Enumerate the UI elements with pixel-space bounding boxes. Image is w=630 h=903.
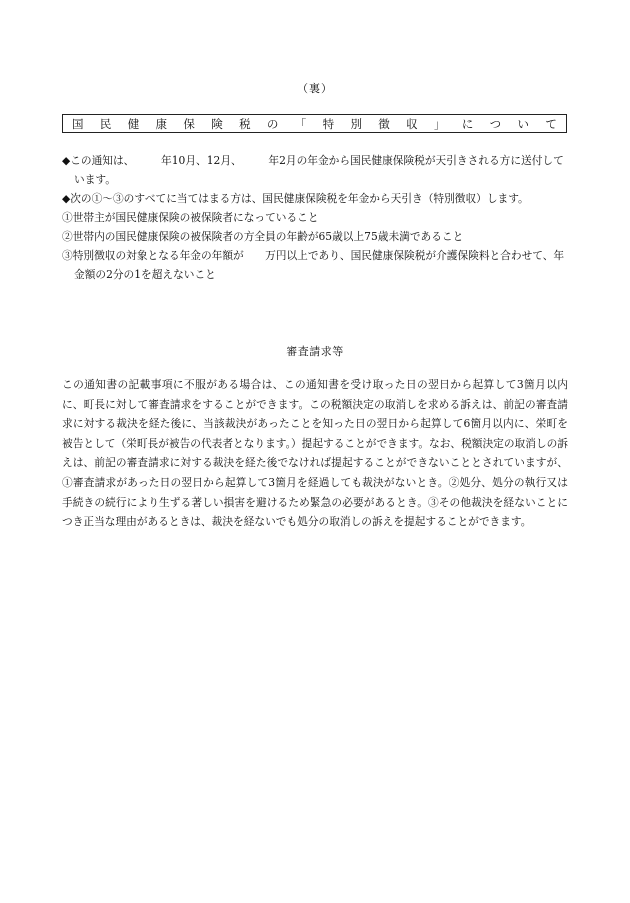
notice-line: ◆この通知は、 年10月、12月、 年2月の年金から国民健康保険税が天引きされる方に送付しています。	[62, 154, 564, 186]
title-char: の	[266, 116, 279, 131]
special-collection-notice	[62, 151, 572, 284]
title-char: 険	[211, 116, 223, 131]
page-side-label: （裏）	[297, 82, 333, 95]
notice-condition: ③特別徴収の対象となる年金の年額が 万円以上であり、国民健康保険税が介護保険料と合わせて、年金額の2分の1を超えないこと	[62, 249, 565, 281]
title-char: 別	[350, 116, 362, 131]
title-char: 徴	[378, 116, 390, 131]
notice-line: ◆次の①～③のすべてに当てはまる方は、国民健康保険税を年金から天引き（特別徴収）します。	[62, 192, 529, 205]
title-char: 国	[72, 116, 84, 131]
appeal-section	[62, 375, 568, 532]
notice-condition: ②世帯内の国民健康保険の被保険者の方全員の年齢が65歳以上75歳未満であること	[62, 230, 464, 243]
title-char: 「	[294, 116, 307, 131]
notice-condition: ①世帯主が国民健康保険の被保険者になっていること	[62, 211, 319, 224]
title-char: 」	[433, 116, 446, 131]
title-char: 収	[406, 116, 418, 131]
notice-title-box	[62, 114, 567, 133]
title-char: に	[461, 116, 474, 131]
title-char: 特	[322, 116, 335, 131]
title-char: 民	[99, 116, 112, 131]
title-char: 税	[239, 116, 251, 131]
appeal-paragraph: この通知書の記載事項に不服がある場合は、この通知書を受け取った日の翌日から起算して3箇月以内に、町長に対して審査請求をすることができます。この税額決定の取消しを求める訴えは、前記の審査請求に対する裁決を経た後に、当該裁決があったことを知った日の翌日から起算して6箇月以内に、栄町を被告として（栄町長が被告の代表者となります。）提起することができます。なお、税額決定の取消しの訴えは、前記の審査請求に対する裁決を経た後でなければ提起することができないこととされていますが、①審査請求があった日の翌日から起算して3箇月を経過しても裁決がないとき。②処分、処分の執行又は手続きの続行により生ずる著しい損害を避けるため緊急の必要があるとき。③その他裁決を経ないことにつき正当な理由があるときは、裁決を経ないでも処分の取消しの訴えを提起することができます。	[62, 378, 568, 529]
title-char: い	[517, 116, 529, 131]
appeal-section-title: 審査請求等	[286, 345, 344, 358]
title-char: 健	[127, 116, 140, 131]
title-char: 保	[183, 116, 195, 131]
title-char: 康	[155, 116, 168, 131]
title-char: つ	[489, 116, 502, 131]
title-char: て	[545, 116, 557, 131]
